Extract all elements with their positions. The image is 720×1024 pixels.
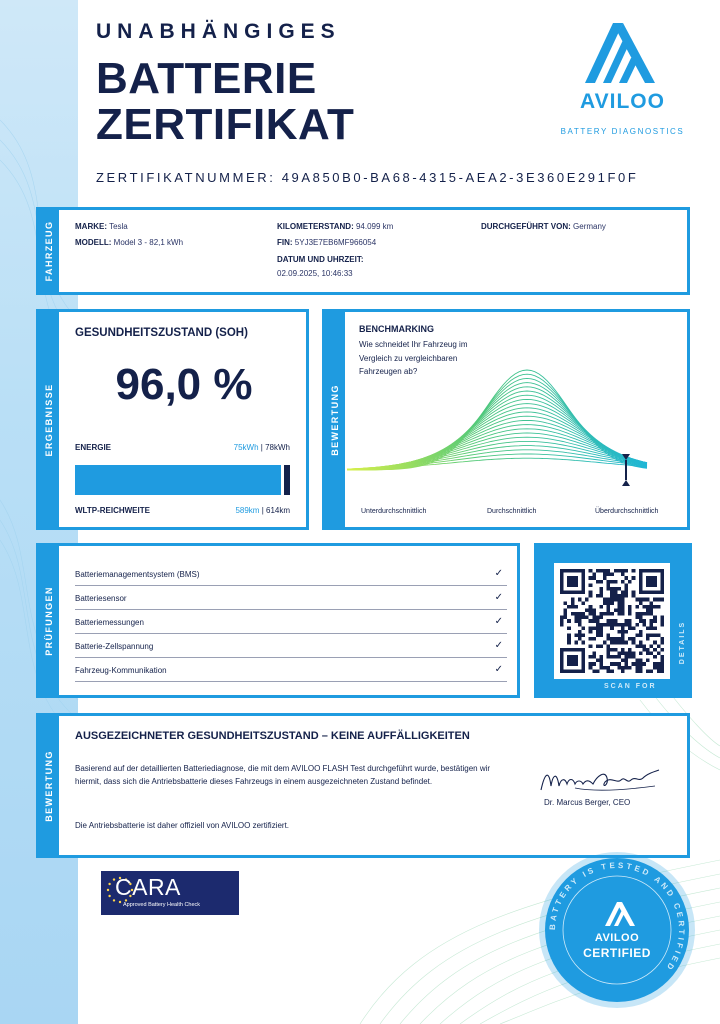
qr-details-text: DETAILS [678,620,686,665]
check-item-label: Batteriesensor [75,594,127,603]
checks-section-tab [39,546,59,695]
header-subtitle: UNABHÄNGIGES [96,20,341,43]
logo-wordmark: AVILOO [580,90,665,113]
range-label: WLTP-REICHWEITE [75,506,150,515]
axis-high-label: Überdurchschnittlich [595,508,659,515]
check-item-label: Batterie-Zellspannung [75,642,154,651]
vin-row [277,238,376,247]
ceo-name: Dr. Marcus Berger, CEO [544,798,631,807]
logo-tagline: BATTERY DIAGNOSTICS [560,127,685,136]
benchmark-distribution-curve [347,352,687,492]
check-icon: ✓ [494,640,503,651]
qr-code[interactable] [554,563,670,679]
title-line-1: BATTERIE [96,54,317,103]
soh-bar-track [75,465,290,495]
check-icon: ✓ [494,592,503,603]
mileage-label: KILOMETERSTAND: [277,222,354,231]
results-section-label: ERGEBNISSE [44,382,54,457]
check-item [75,586,507,610]
check-item [75,634,507,658]
certificate-number: ZERTIFIKATNUMMER: 49A850B0-BA68-4315-AEA2-3E360E291F0F [96,170,639,185]
cara-subtitle: Approved Battery Health Check [123,902,201,908]
range-total: | 614km [261,506,290,515]
rating-section-tab [39,716,59,855]
qr-code-pattern [560,569,664,673]
check-item-label: Batteriemanagementsystem (BMS) [75,570,200,579]
benchmark-section-tab [325,312,345,527]
energy-current: 75kWh [233,443,259,452]
vehicle-card [36,207,690,295]
benchmark-card [322,309,690,530]
rating-section-label: BEWERTUNG [44,749,54,822]
distribution-line [347,458,647,469]
soh-value: 96,0 % [115,360,253,409]
rating-title: AUSGEZEICHNETER GESUNDHEITSZUSTAND – KEINE AUFFÄLLIGKEITEN [75,730,470,742]
distribution-line [347,437,647,469]
ceo-signature-icon [535,764,665,796]
distribution-line [347,416,647,469]
model-row [75,238,183,247]
energy-total: | 78kWh [260,443,290,452]
qr-scan-text: SCAN FOR [604,683,657,690]
results-section-tab [39,312,59,527]
check-item [75,562,507,586]
check-item-label: Fahrzeug-Kommunikation [75,666,167,675]
performed-label: DURCHGEFÜHRT VON: [481,222,571,231]
aviloo-logo-icon [555,18,690,88]
benchmark-question: Wie schneidet Ihr Fahrzeug im Vergleich zu vergleichbaren Fahrzeugen ab? [359,340,468,376]
seal-ring-text: BATTERY IS TESTED AND CERTIFIED [547,860,687,974]
soh-bar-divider [281,465,284,495]
check-icon: ✓ [494,616,503,627]
performed-value: Germany [573,222,606,231]
check-item [75,658,507,682]
mileage-row [277,222,393,231]
checks-card [36,543,520,698]
seal-brand: AVILOO [594,932,640,944]
seal-certified: CERTIFIED [583,946,651,960]
vehicle-section-label: FAHRZEUG [44,220,54,282]
brand-row [75,222,128,231]
datetime-value: 02.09.2025, 10:46:33 [277,269,353,278]
energy-values [234,443,290,452]
soh-title: GESUNDHEITSZUSTAND (SOH) [75,327,248,339]
rating-paragraph: Basierend auf der detaillierten Batteriediagnose, die mit dem AVILOO FLASH Test durchgeführt wurde, bestätigen wir hiermit, dass sich die Antriebsbatterie dieses Fahrzeugs in einem ausgezeichneten Zustand befindet. [75,764,491,786]
aviloo-logo [555,18,690,142]
checks-section-label: PRÜFUNGEN [44,585,54,656]
certified-seal [537,850,697,1010]
range-values [235,506,290,515]
axis-mid-label: Durchschnittlich [487,508,537,515]
model-value: Model 3 - 82,1 kWh [113,238,184,247]
range-current: 589km [235,506,260,515]
rating-card [36,713,690,858]
check-item-label: Batteriemessungen [75,618,144,627]
qr-card[interactable] [534,543,692,698]
benchmark-section-label: BEWERTUNG [330,383,340,456]
brand-label: MARKE: [75,222,107,231]
seal-badge-icon [537,850,697,1010]
soh-bar-fill [75,465,281,495]
cara-wordmark: CARA [115,874,181,900]
marker-bottom-triangle [622,480,630,486]
check-icon: ✓ [494,568,503,579]
model-label: MODELL: [75,238,112,247]
soh-card [36,309,309,530]
vin-label: FIN: [277,238,293,247]
energy-label: ENERGIE [75,443,112,452]
cara-badge [101,871,239,915]
brand-value: Tesla [109,222,128,231]
title-line-2: ZERTIFIKAT [96,100,355,149]
check-item [75,610,507,634]
vehicle-section-tab [39,210,59,292]
vin-value: 5YJ3E7EB6MF966054 [294,238,377,247]
axis-low-label: Unterdurchschnittlich [361,508,427,515]
mileage-value: 94.099 km [355,222,394,231]
rating-paragraph-2: Die Antriebsbatterie ist daher offiziell von AVILOO zertifiziert. [75,821,290,830]
check-icon: ✓ [494,664,503,675]
benchmark-title: BENCHMARKING [359,324,434,334]
datetime-label: DATUM UND UHRZEIT: [277,255,364,264]
performed-row [481,222,606,231]
page-title [96,56,354,148]
